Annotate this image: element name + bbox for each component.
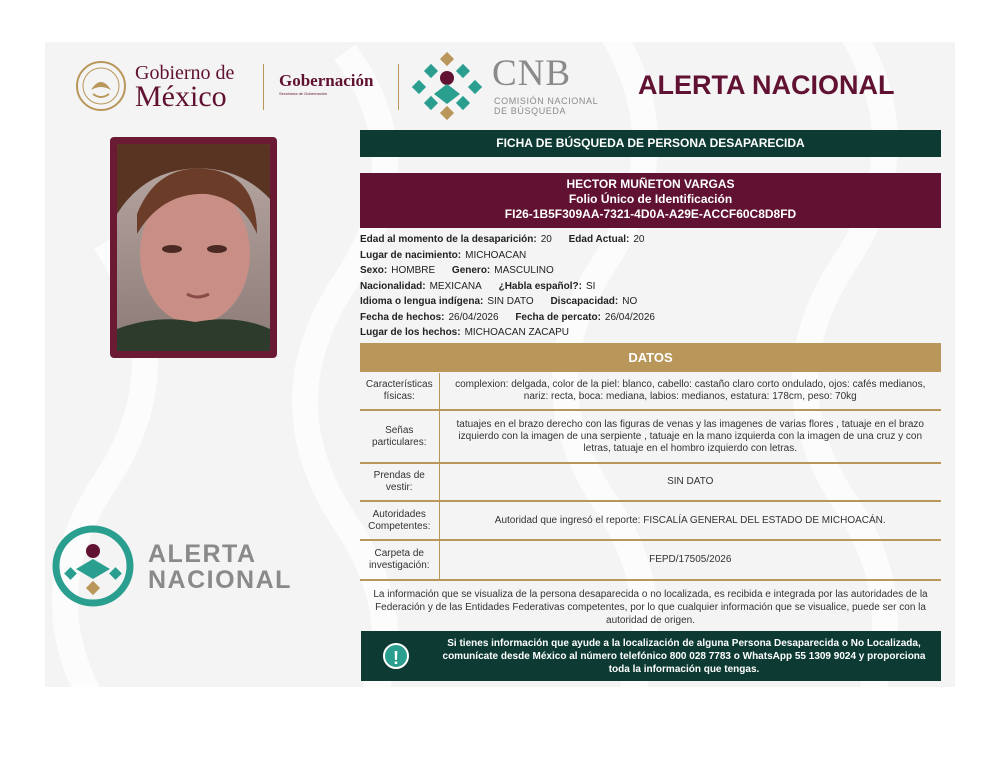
- datos-label: Autoridades Competentes:: [360, 501, 439, 540]
- table-row: [360, 410, 941, 463]
- lugar-hechos-label: Lugar de los hechos:: [360, 327, 461, 338]
- cnb-subtitle: COMISIÓN NACIONAL DE BÚSQUEDA: [494, 96, 598, 116]
- fecha-hechos-value: 26/04/2026: [448, 311, 499, 323]
- cnb-logo-text: CNB: [492, 53, 572, 94]
- datos-label: Prendas de vestir:: [360, 463, 439, 501]
- genero-value: MASCULINO: [494, 265, 554, 276]
- header-divider: [263, 64, 264, 110]
- gobierno-de-mexico-logo: [75, 58, 265, 114]
- info-row: [360, 232, 941, 248]
- lugar-hechos-value: MICHOACAN ZACAPU: [464, 327, 570, 338]
- sexo-label: Sexo:: [360, 265, 388, 276]
- person-photo: [110, 137, 277, 358]
- person-portrait-image: [117, 144, 270, 351]
- gobierno-line1: Gobierno de: [135, 62, 235, 84]
- edad-actual-value: 20: [633, 234, 645, 245]
- edad-desap-value: 20: [540, 234, 552, 245]
- discapacidad-label: Discapacidad:: [550, 296, 619, 307]
- datos-content: FEPD/17505/2026: [439, 540, 941, 580]
- gobernacion-subtitle: Secretaría de Gobernación: [279, 91, 328, 96]
- ficha-banner: FICHA DE BÚSQUEDA DE PERSONA DESAPARECIDA: [360, 130, 941, 157]
- espanol-label: ¿Habla español?:: [498, 280, 582, 292]
- edad-actual-label: Edad Actual:: [568, 234, 630, 245]
- person-name-box: [360, 173, 941, 228]
- alerta-nacional-logo-text: [148, 541, 292, 593]
- espanol-value: SI: [585, 280, 596, 292]
- table-row: [360, 501, 941, 540]
- info-row: [360, 325, 941, 341]
- datos-content: Autoridad que ingresó el reporte: FISCALÍA GENERAL DEL ESTADO DE MICHOACÁN.: [439, 501, 941, 540]
- idioma-value: SIN DATO: [487, 296, 534, 307]
- gobernacion-logo-text: Gobernación: [279, 71, 374, 90]
- help-box: [361, 631, 941, 681]
- header-divider: [398, 64, 399, 110]
- edad-desap-label: Edad al momento de la desaparición:: [360, 234, 537, 245]
- nacionalidad-value: MEXICANA: [429, 280, 482, 292]
- person-info: [360, 232, 941, 341]
- datos-table: [360, 373, 941, 581]
- info-row: [360, 294, 941, 310]
- fecha-hechos-label: Fecha de hechos:: [360, 311, 445, 323]
- lugar-nac-label: Lugar de nacimiento:: [360, 249, 462, 261]
- table-row: [360, 373, 941, 410]
- big-logo-line1: ALERTA: [148, 540, 257, 568]
- folio-label: Folio Único de Identificación: [568, 192, 733, 206]
- help-text: Si tienes información que ayude a la localización de alguna Persona Desaparecida o No Localizada, comunícate desde México al número telefónico 800 028 7783 o WhatsApp 55 1309 9024 y proporciona toda la información que tengas.: [442, 638, 926, 675]
- info-row: [360, 263, 941, 279]
- lugar-nac-value: MICHOACAN: [465, 249, 527, 261]
- fecha-percato-label: Fecha de percato:: [515, 311, 601, 323]
- table-row: [360, 540, 941, 580]
- mexico-seal-icon: [75, 60, 127, 112]
- info-row: [360, 248, 941, 264]
- fecha-percato-value: 26/04/2026: [604, 311, 655, 323]
- sexo-value: HOMBRE: [391, 265, 436, 276]
- cnb-logo-icon: [412, 52, 482, 120]
- nacionalidad-label: Nacionalidad:: [360, 280, 426, 292]
- genero-label: Genero:: [451, 265, 491, 276]
- person-name: HECTOR MUÑETON VARGAS: [566, 177, 735, 191]
- gobierno-line2: México: [135, 80, 227, 113]
- exclamation-icon: !: [383, 643, 409, 669]
- datos-header: DATOS: [360, 343, 941, 372]
- info-row: [360, 310, 941, 326]
- table-row: [360, 463, 941, 501]
- alerta-nacional-title: ALERTA NACIONAL: [638, 70, 895, 100]
- info-row: [360, 279, 941, 295]
- big-logo-line2: NACIONAL: [148, 566, 292, 594]
- alerta-nacional-logo-icon: [52, 525, 134, 607]
- datos-content: complexion: delgada, color de la piel: blanco, cabello: castaño claro corto ondulado, ojos: cafés medianos, nariz: recta, boca: mediana, labios: medianos, estatura: 178cm, peso: 70kg: [439, 373, 941, 410]
- datos-content: tatuajes en el brazo derecho con las figuras de venas y las imagenes de varias flores , tatuaje en el brazo izquierdo con la imagen de una serpiente , tatuaje en la mano izquierda con la imagen de una cruz y con letras, tatuaje en el hombro izquierdo con letras.: [439, 410, 941, 463]
- datos-label: Señas particulares:: [360, 410, 439, 463]
- folio-value: FI26-1B5F309AA-7321-4D0A-A29E-ACCF60C8D8FD: [504, 207, 797, 221]
- disclaimer-text: La información que se visualiza de la persona desaparecida o no localizada, es recibida e integrada por las autoridades de la Federación y de las Entidades Federativas competentes, por lo que cualquier información que se visualice, puede ser con la autoridad de origen.: [373, 589, 928, 626]
- datos-label: Carpeta de investigación:: [360, 540, 439, 580]
- datos-label: Características físicas:: [360, 373, 439, 410]
- discapacidad-value: NO: [622, 296, 638, 307]
- datos-content: SIN DATO: [439, 463, 941, 501]
- idioma-label: Idioma o lengua indígena:: [360, 296, 484, 307]
